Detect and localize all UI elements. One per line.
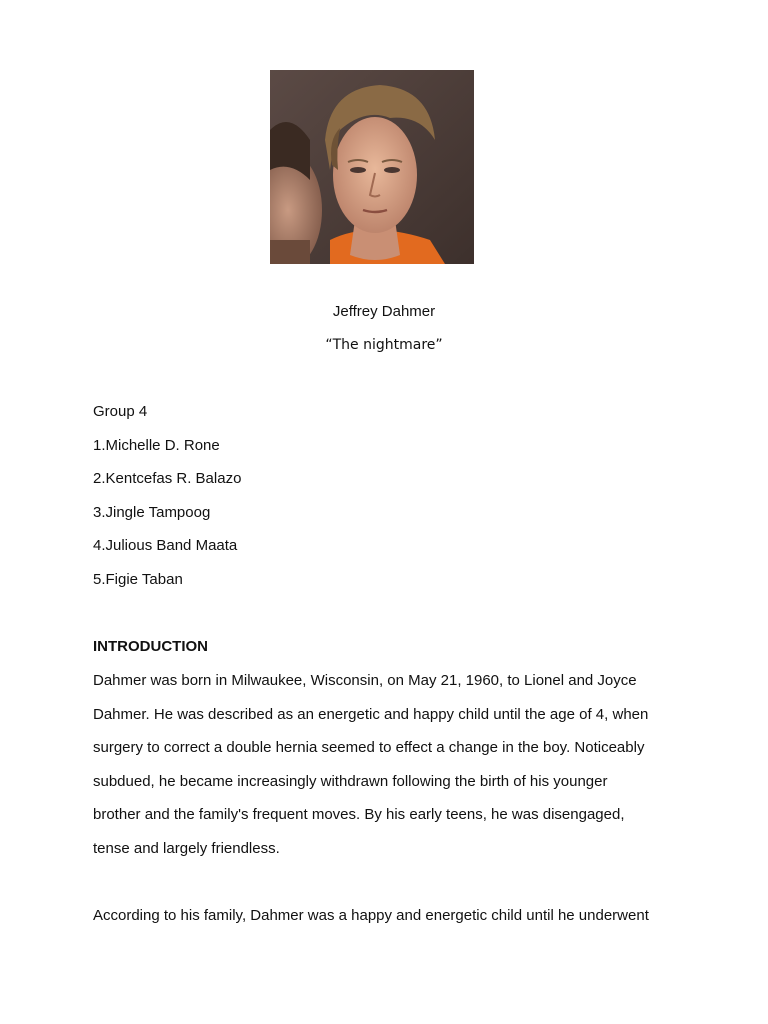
document-title: Jeffrey Dahmer (332, 303, 436, 320)
portrait-photo (270, 70, 474, 264)
member-item: 3.Jingle Tampoog (93, 504, 211, 521)
paragraph-line: Dahmer. He was described as an energetic and happy child until the age of 4, when (93, 706, 649, 723)
member-item: 5.Figie Taban (93, 571, 183, 588)
paragraph-line: subdued, he became increasingly withdrawn following the birth of his younger (93, 773, 608, 790)
paragraph-line: According to his family, Dahmer was a happy and energetic child until he underwent (93, 907, 649, 924)
document-subtitle: “The nightmare” (325, 337, 443, 353)
paragraph-line: tense and largely friendless. (93, 840, 280, 857)
introduction-heading: INTRODUCTION (93, 638, 208, 655)
portrait-image (270, 70, 474, 264)
group-label: Group 4 (93, 403, 148, 420)
member-item: 1.Michelle D. Rone (93, 437, 220, 454)
paragraph-line: surgery to correct a double hernia seemed to effect a change in the boy. Noticeably (93, 739, 645, 756)
paragraph-line: Dahmer was born in Milwaukee, Wisconsin, on May 21, 1960, to Lionel and Joyce (93, 672, 637, 689)
member-item: 4.Julious Band Maata (93, 537, 238, 554)
member-item: 2.Kentcefas R. Balazo (93, 470, 242, 487)
paragraph-line: brother and the family's frequent moves. By his early teens, he was disengaged, (93, 806, 625, 823)
